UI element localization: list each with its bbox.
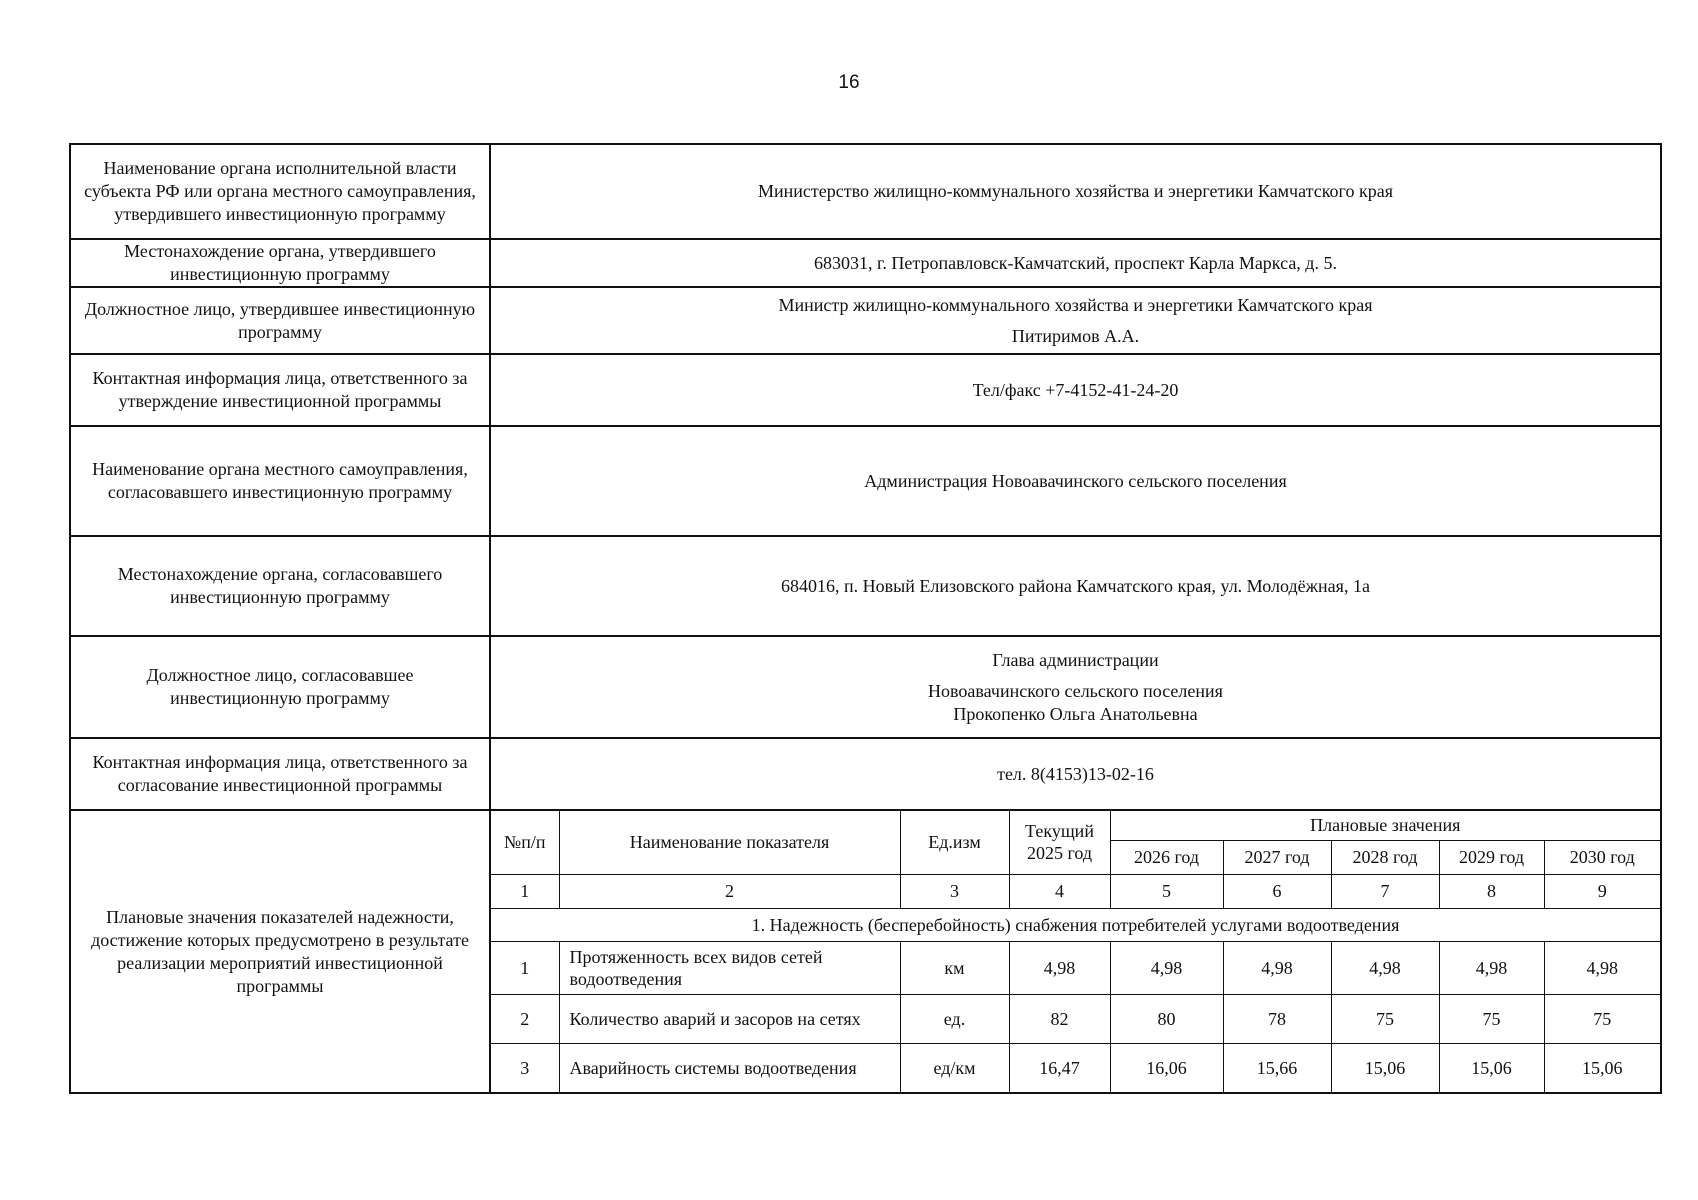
column-number: 4 bbox=[1009, 874, 1110, 908]
header-unit: Ед.изм bbox=[900, 811, 1009, 874]
column-number: 6 bbox=[1223, 874, 1331, 908]
column-number: 5 bbox=[1110, 874, 1223, 908]
item-num: 3 bbox=[491, 1043, 559, 1092]
info-row bbox=[70, 738, 1661, 810]
table-row bbox=[491, 994, 1660, 1043]
item-value: 16,47 bbox=[1009, 1043, 1110, 1092]
info-row bbox=[70, 144, 1661, 239]
info-row bbox=[70, 239, 1661, 287]
item-value: 4,98 bbox=[1544, 941, 1660, 994]
column-number: 3 bbox=[900, 874, 1009, 908]
item-value: 4,98 bbox=[1223, 941, 1331, 994]
indicators-label: Плановые значения показателей надежности, достижение которых предусмотрено в результате реализации мероприятий инвестиционной программы bbox=[70, 810, 490, 1093]
column-number: 8 bbox=[1439, 874, 1544, 908]
row-label: Наименование органа местного самоуправления, согласовавшего инвестиционную программу bbox=[70, 426, 490, 536]
row-label: Контактная информация лица, ответственного за согласование инвестиционной программы bbox=[70, 738, 490, 810]
item-unit: км bbox=[900, 941, 1009, 994]
row-label: Местонахождение органа, согласовавшего инвестиционную программу bbox=[70, 536, 490, 636]
item-name: Аварийность системы водоотведения bbox=[559, 1043, 900, 1092]
item-value: 15,66 bbox=[1223, 1043, 1331, 1092]
column-numbers-row bbox=[491, 874, 1660, 908]
table-row bbox=[491, 1043, 1660, 1092]
header-year: 2030 год bbox=[1544, 840, 1660, 874]
header-year: 2027 год bbox=[1223, 840, 1331, 874]
page-number: 16 bbox=[838, 72, 860, 93]
row-value: Администрация Новоавачинского сельского поселения bbox=[490, 426, 1661, 536]
item-unit: ед. bbox=[900, 994, 1009, 1043]
row-value: 684016, п. Новый Елизовского района Камчатского края, ул. Молодёжная, 1а bbox=[490, 536, 1661, 636]
header-year: 2026 год bbox=[1110, 840, 1223, 874]
row-value: Министр жилищно-коммунального хозяйства и энергетики Камчатского края Питиримов А.А. bbox=[490, 287, 1661, 354]
info-row bbox=[70, 287, 1661, 354]
info-row bbox=[70, 354, 1661, 426]
item-value: 80 bbox=[1110, 994, 1223, 1043]
header-num: №п/п bbox=[491, 811, 559, 874]
row-label: Должностное лицо, согласовавшее инвестиционную программу bbox=[70, 636, 490, 738]
item-value: 4,98 bbox=[1110, 941, 1223, 994]
item-value: 15,06 bbox=[1439, 1043, 1544, 1092]
row-value: Глава администрации Новоавачинского сельского поселения Прокопенко Ольга Анатольевна bbox=[490, 636, 1661, 738]
row-label: Контактная информация лица, ответственного за утверждение инвестиционной программы bbox=[70, 354, 490, 426]
column-number: 1 bbox=[491, 874, 559, 908]
row-value: 683031, г. Петропавловск-Камчатский, проспект Карла Маркса, д. 5. bbox=[490, 239, 1661, 287]
item-value: 75 bbox=[1544, 994, 1660, 1043]
header-planned: Плановые значения bbox=[1110, 811, 1660, 840]
column-number: 7 bbox=[1331, 874, 1439, 908]
item-unit: ед/км bbox=[900, 1043, 1009, 1092]
column-number: 2 bbox=[559, 874, 900, 908]
row-label: Наименование органа исполнительной власти субъекта РФ или органа местного самоуправления, утвердившего инвестиционную программу bbox=[70, 144, 490, 239]
row-value: Тел/факс +7-4152-41-24-20 bbox=[490, 354, 1661, 426]
row-label: Местонахождение органа, утвердившего инвестиционную программу bbox=[70, 239, 490, 287]
item-value: 75 bbox=[1331, 994, 1439, 1043]
item-name: Протяженность всех видов сетей водоотведения bbox=[559, 941, 900, 994]
section-title: 1. Надежность (бесперебойность) снабжения потребителей услугами водоотведения bbox=[491, 908, 1660, 941]
info-row bbox=[70, 636, 1661, 738]
row-label: Должностное лицо, утвердившее инвестиционную программу bbox=[70, 287, 490, 354]
info-row bbox=[70, 536, 1661, 636]
header-row bbox=[491, 811, 1660, 840]
item-value: 16,06 bbox=[1110, 1043, 1223, 1092]
item-value: 4,98 bbox=[1331, 941, 1439, 994]
item-value: 15,06 bbox=[1331, 1043, 1439, 1092]
item-value: 82 bbox=[1009, 994, 1110, 1043]
column-number: 9 bbox=[1544, 874, 1660, 908]
row-value: Министерство жилищно-коммунального хозяйства и энергетики Камчатского края bbox=[490, 144, 1661, 239]
header-name: Наименование показателя bbox=[559, 811, 900, 874]
header-year: 2029 год bbox=[1439, 840, 1544, 874]
indicators-cell bbox=[490, 810, 1661, 1093]
indicators-row bbox=[70, 810, 1661, 1093]
item-value: 4,98 bbox=[1009, 941, 1110, 994]
table-row bbox=[491, 941, 1660, 994]
section-row bbox=[491, 908, 1660, 941]
header-year: 2028 год bbox=[1331, 840, 1439, 874]
header-current: Текущий 2025 год bbox=[1009, 811, 1110, 874]
item-value: 75 bbox=[1439, 994, 1544, 1043]
item-value: 15,06 bbox=[1544, 1043, 1660, 1092]
item-num: 1 bbox=[491, 941, 559, 994]
investment-program-info-table bbox=[69, 143, 1662, 1094]
row-value: тел. 8(4153)13-02-16 bbox=[490, 738, 1661, 810]
item-num: 2 bbox=[491, 994, 559, 1043]
item-name: Количество аварий и засоров на сетях bbox=[559, 994, 900, 1043]
item-value: 4,98 bbox=[1439, 941, 1544, 994]
item-value: 78 bbox=[1223, 994, 1331, 1043]
info-row bbox=[70, 426, 1661, 536]
indicators-table bbox=[491, 811, 1660, 1092]
